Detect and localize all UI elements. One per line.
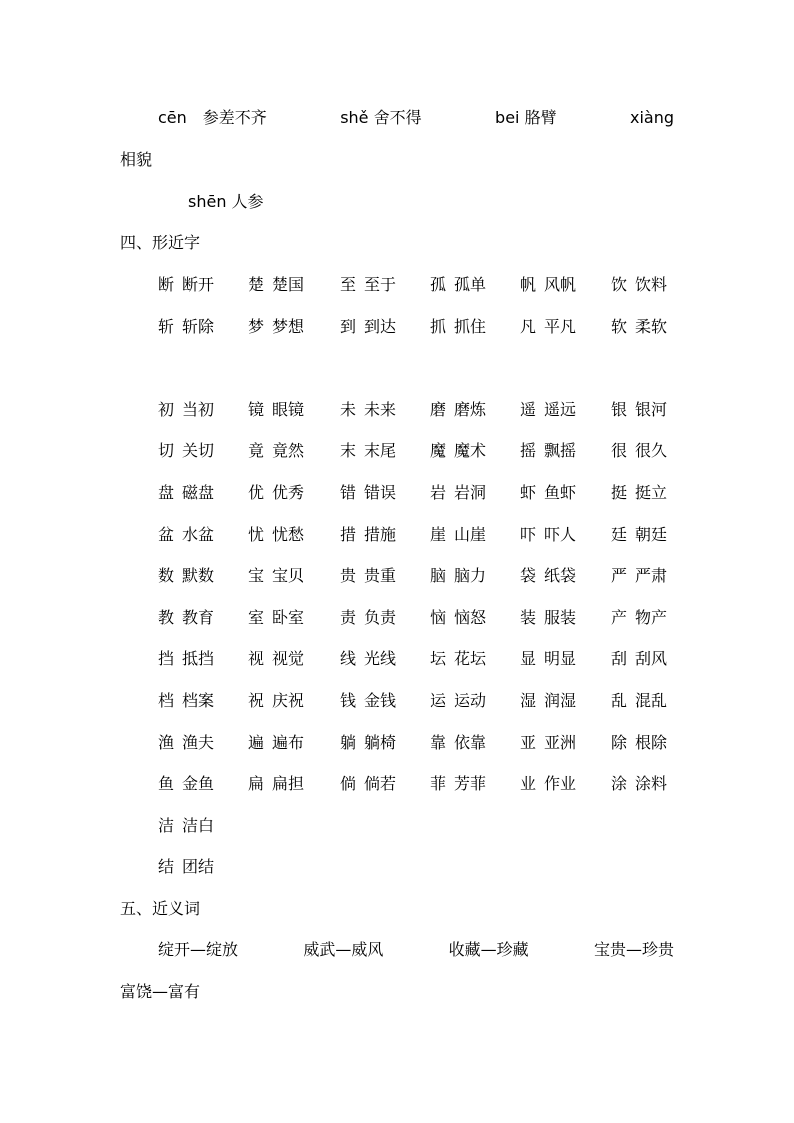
- word: 风帆: [544, 275, 577, 294]
- char: 崖: [430, 525, 447, 544]
- word: 庆祝: [272, 691, 305, 710]
- char: 渔: [158, 733, 175, 752]
- char: 扁: [248, 774, 265, 793]
- similar-char-pair: [340, 774, 396, 794]
- similar-char-pair: [158, 441, 214, 461]
- char: 钱: [340, 691, 357, 710]
- similar-char-pair: [520, 733, 576, 753]
- word: 优秀: [272, 483, 305, 502]
- char: 视: [248, 649, 265, 668]
- char: 软: [611, 317, 628, 336]
- word: 很久: [635, 441, 668, 460]
- word: 光线: [364, 649, 397, 668]
- similar-char-pair: [340, 400, 396, 420]
- similar-char-pair: [158, 275, 214, 295]
- similar-char-pair: [520, 275, 576, 295]
- similar-char-pair: [430, 400, 486, 420]
- word: 忧愁: [272, 525, 305, 544]
- similar-char-pair: [430, 275, 486, 295]
- similar-char-pair: [520, 774, 576, 794]
- char: 错: [340, 483, 357, 502]
- similar-char-pair: [430, 733, 486, 753]
- pinyin-entry: shě 舍不得: [340, 108, 422, 127]
- word: 洁白: [182, 816, 215, 835]
- similar-char-pair: [248, 733, 304, 753]
- similar-char-pair: [611, 733, 667, 753]
- pinyin-entry: bei 胳臂: [495, 108, 557, 127]
- char: 末: [340, 441, 357, 460]
- similar-char-pair: [158, 857, 214, 877]
- word: 银河: [635, 400, 668, 419]
- similar-char-pair: [611, 774, 667, 794]
- similar-char-pair: [520, 400, 576, 420]
- similar-char-pair: [248, 275, 304, 295]
- char: 很: [611, 441, 628, 460]
- word: 岩洞: [454, 483, 487, 502]
- word: 扁担: [272, 774, 305, 793]
- similar-char-pair: [430, 483, 486, 503]
- word: 档案: [182, 691, 215, 710]
- char: 刮: [611, 649, 628, 668]
- char: 优: [248, 483, 265, 502]
- similar-char-pair: [430, 525, 486, 545]
- similar-char-pair: [520, 691, 576, 711]
- similar-char-pair: [248, 691, 304, 711]
- char: 湿: [520, 691, 537, 710]
- word: 楚国: [272, 275, 305, 294]
- word: 刮风: [635, 649, 668, 668]
- pinyin-line-1: [158, 108, 674, 128]
- char: 产: [611, 608, 628, 627]
- word: 遥远: [544, 400, 577, 419]
- word: 错误: [364, 483, 397, 502]
- word: 眼镜: [272, 400, 305, 419]
- char: 忧: [248, 525, 265, 544]
- char: 竟: [248, 441, 265, 460]
- word: 斩除: [182, 317, 215, 336]
- pinyin-entry: xiàng: [629, 108, 674, 127]
- word: 团结: [182, 857, 215, 876]
- word: 明显: [544, 649, 577, 668]
- word: 磨炼: [454, 400, 487, 419]
- char: 虾: [520, 483, 537, 502]
- char: 运: [430, 691, 447, 710]
- similar-char-pair: [520, 566, 576, 586]
- char: 吓: [520, 525, 537, 544]
- char: 袋: [520, 566, 537, 585]
- similar-char-pair: [611, 317, 667, 337]
- word: 默数: [182, 566, 215, 585]
- similar-char-pair: [430, 649, 486, 669]
- char: 抓: [430, 317, 447, 336]
- similar-char-pair: [430, 774, 486, 794]
- word: 物产: [635, 608, 668, 627]
- similar-char-pair: [248, 774, 304, 794]
- similar-char-pair: [430, 608, 486, 628]
- char: 到: [340, 317, 357, 336]
- word: 飘摇: [544, 441, 577, 460]
- word: 措施: [364, 525, 397, 544]
- char: 措: [340, 525, 357, 544]
- similar-char-pair: [248, 483, 304, 503]
- word: 润湿: [544, 691, 577, 710]
- similar-char-pair: [158, 691, 214, 711]
- char: 亚: [520, 733, 537, 752]
- similar-char-pair: [340, 483, 396, 503]
- similar-char-pair: [158, 774, 214, 794]
- word: 宝贝: [272, 566, 305, 585]
- similar-char-pair: [430, 317, 486, 337]
- similar-char-pair: [520, 441, 576, 461]
- similar-char-pair: [611, 441, 667, 461]
- char: 教: [158, 608, 175, 627]
- word: 竟然: [272, 441, 305, 460]
- char: 结: [158, 857, 175, 876]
- char: 挺: [611, 483, 628, 502]
- similar-char-pair: [248, 441, 304, 461]
- word: 山崖: [454, 525, 487, 544]
- similar-char-pair: [158, 649, 214, 669]
- char: 坛: [430, 649, 447, 668]
- char: 躺: [340, 733, 357, 752]
- word: 未来: [364, 400, 397, 419]
- char: 切: [158, 441, 175, 460]
- synonym-pair: 威武—威风: [303, 940, 384, 959]
- similar-char-pair: [340, 608, 396, 628]
- char: 脑: [430, 566, 447, 585]
- char: 斩: [158, 317, 175, 336]
- char: 装: [520, 608, 537, 627]
- similar-char-pair: [248, 400, 304, 420]
- char: 遥: [520, 400, 537, 419]
- char: 盆: [158, 525, 175, 544]
- word: 视觉: [272, 649, 305, 668]
- similar-char-pair: [340, 441, 396, 461]
- synonym-pair: 收藏—珍藏: [448, 940, 529, 959]
- similar-char-pair: [520, 649, 576, 669]
- char: 档: [158, 691, 175, 710]
- similar-char-pair: [340, 649, 396, 669]
- char: 业: [520, 774, 537, 793]
- similar-char-pair: [248, 317, 304, 337]
- char: 恼: [430, 608, 447, 627]
- similar-char-pair: [611, 275, 667, 295]
- word: 花坛: [454, 649, 487, 668]
- similar-char-pair: [611, 400, 667, 420]
- word: 依靠: [454, 733, 487, 752]
- char: 凡: [520, 317, 537, 336]
- similar-char-pair: [158, 483, 214, 503]
- word: 涂料: [635, 774, 668, 793]
- word: 吓人: [544, 525, 577, 544]
- char: 饮: [611, 275, 628, 294]
- word: 严肃: [635, 566, 668, 585]
- char: 未: [340, 400, 357, 419]
- similar-char-pair: [248, 608, 304, 628]
- similar-char-pair: [520, 483, 576, 503]
- char: 帆: [520, 275, 537, 294]
- word: 倘若: [364, 774, 397, 793]
- char: 鱼: [158, 774, 175, 793]
- word: 水盆: [182, 525, 215, 544]
- char: 显: [520, 649, 537, 668]
- char: 靠: [430, 733, 447, 752]
- similar-char-pair: [158, 317, 214, 337]
- word: 混乱: [635, 691, 668, 710]
- similar-char-pair: [611, 483, 667, 503]
- pinyin-line-2: shēn 人参: [188, 192, 264, 211]
- char: 廷: [611, 525, 628, 544]
- pinyin-entry: cēn 参差不齐: [158, 108, 267, 127]
- section-title-synonyms: 五、近义词: [120, 899, 201, 918]
- similar-char-pair: [158, 525, 214, 545]
- char: 倘: [340, 774, 357, 793]
- word: 贵重: [364, 566, 397, 585]
- char: 镜: [248, 400, 265, 419]
- word: 亚洲: [544, 733, 577, 752]
- word: 柔软: [635, 317, 668, 336]
- similar-char-pair: [611, 566, 667, 586]
- char: 祝: [248, 691, 265, 710]
- char: 线: [340, 649, 357, 668]
- word: 饮料: [635, 275, 668, 294]
- char: 魔: [430, 441, 447, 460]
- word: 作业: [544, 774, 577, 793]
- char: 贵: [340, 566, 357, 585]
- similar-char-pair: [248, 566, 304, 586]
- word: 挺立: [635, 483, 668, 502]
- char: 摇: [520, 441, 537, 460]
- similar-char-pair: [520, 608, 576, 628]
- similar-char-pair: [611, 649, 667, 669]
- char: 银: [611, 400, 628, 419]
- word: 芳菲: [454, 774, 487, 793]
- word: 服装: [544, 608, 577, 627]
- synonym-pair: 宝贵—珍贵: [593, 940, 674, 959]
- char: 初: [158, 400, 175, 419]
- similar-char-pair: [158, 400, 214, 420]
- synonyms-line-1-cont: 富饶—富有: [120, 982, 201, 1001]
- word: 当初: [182, 400, 215, 419]
- word: 渔夫: [182, 733, 215, 752]
- similar-char-pair: [611, 691, 667, 711]
- char: 盘: [158, 483, 175, 502]
- section-title-similar-chars: 四、形近字: [120, 233, 201, 252]
- pinyin-line-1-cont: 相貌: [120, 150, 153, 169]
- similar-char-pair: [158, 608, 214, 628]
- char: 责: [340, 608, 357, 627]
- word: 平凡: [544, 317, 577, 336]
- word: 断开: [182, 275, 215, 294]
- char: 岩: [430, 483, 447, 502]
- word: 遍布: [272, 733, 305, 752]
- char: 至: [340, 275, 357, 294]
- similar-char-pair: [430, 566, 486, 586]
- similar-char-pair: [158, 566, 214, 586]
- word: 抵挡: [182, 649, 215, 668]
- similar-char-pair: [340, 525, 396, 545]
- similar-char-pair: [340, 317, 396, 337]
- word: 根除: [635, 733, 668, 752]
- word: 金钱: [364, 691, 397, 710]
- similar-char-pair: [611, 608, 667, 628]
- similar-char-pair: [430, 691, 486, 711]
- similar-char-pair: [248, 525, 304, 545]
- char: 遍: [248, 733, 265, 752]
- char: 室: [248, 608, 265, 627]
- similar-char-pair: [520, 525, 576, 545]
- char: 宝: [248, 566, 265, 585]
- similar-char-pair: [340, 275, 396, 295]
- similar-char-pair: [611, 525, 667, 545]
- word: 运动: [454, 691, 487, 710]
- word: 末尾: [364, 441, 397, 460]
- word: 教育: [182, 608, 215, 627]
- char: 磨: [430, 400, 447, 419]
- word: 躺椅: [364, 733, 397, 752]
- char: 挡: [158, 649, 175, 668]
- similar-char-pair: [520, 317, 576, 337]
- word: 抓住: [454, 317, 487, 336]
- word: 关切: [182, 441, 215, 460]
- word: 恼怒: [454, 608, 487, 627]
- word: 魔术: [454, 441, 487, 460]
- char: 楚: [248, 275, 265, 294]
- char: 严: [611, 566, 628, 585]
- similar-char-pair: [248, 649, 304, 669]
- word: 孤单: [454, 275, 487, 294]
- char: 洁: [158, 816, 175, 835]
- char: 涂: [611, 774, 628, 793]
- char: 断: [158, 275, 175, 294]
- similar-char-pair: [340, 566, 396, 586]
- char: 除: [611, 733, 628, 752]
- word: 脑力: [454, 566, 487, 585]
- word: 负责: [364, 608, 397, 627]
- word: 鱼虾: [544, 483, 577, 502]
- word: 金鱼: [182, 774, 215, 793]
- similar-char-pair: [340, 733, 396, 753]
- word: 梦想: [272, 317, 305, 336]
- char: 数: [158, 566, 175, 585]
- synonym-pair: 绽开—绽放: [158, 940, 239, 959]
- char: 乱: [611, 691, 628, 710]
- char: 梦: [248, 317, 265, 336]
- char: 菲: [430, 774, 447, 793]
- synonyms-line-1: [158, 940, 674, 960]
- word: 到达: [364, 317, 397, 336]
- word: 磁盘: [182, 483, 215, 502]
- similar-char-pair: [340, 691, 396, 711]
- similar-char-pair: [158, 816, 214, 836]
- similar-char-pair: [430, 441, 486, 461]
- similar-char-pair: [158, 733, 214, 753]
- word: 卧室: [272, 608, 305, 627]
- word: 纸袋: [544, 566, 577, 585]
- word: 至于: [364, 275, 397, 294]
- word: 朝廷: [635, 525, 668, 544]
- char: 孤: [430, 275, 447, 294]
